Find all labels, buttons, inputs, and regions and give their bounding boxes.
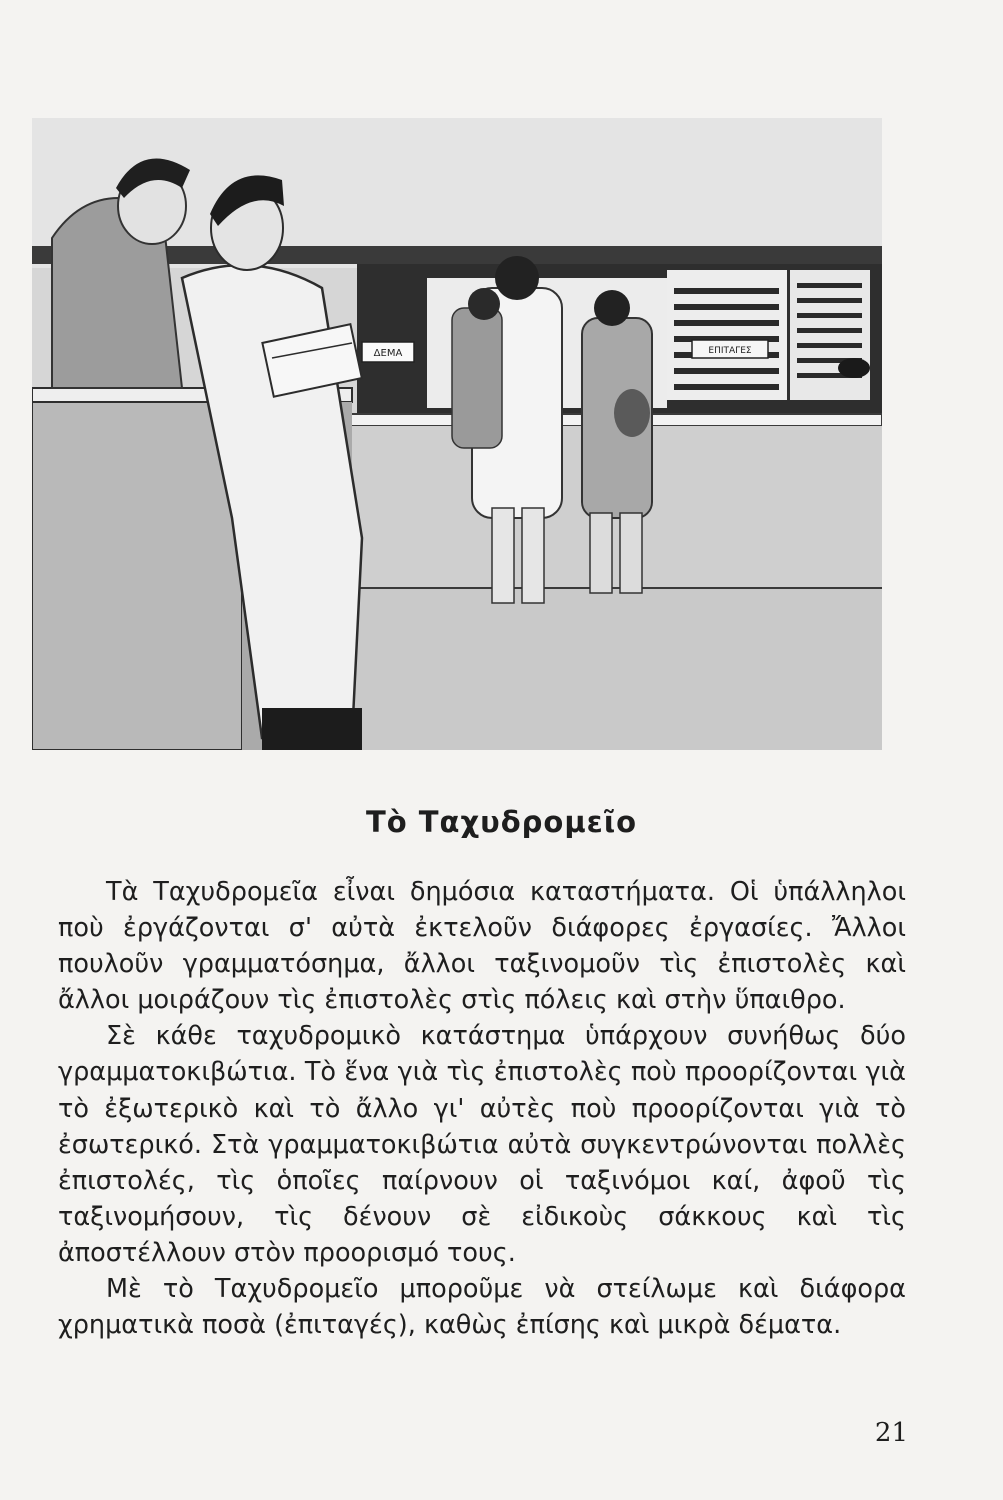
page-number: 21 — [874, 1418, 908, 1448]
page-title: Τὸ Ταχυδρομεῖο — [365, 805, 638, 839]
paragraph-2: Σὲ κάθε ταχυδρομικὸ κατάστημα ὑπάρχουν συνήθως δύο γραμματοκιβώτια. Τὸ ἕνα γιὰ τὶς ἐπιστολὲς ποὺ προορίζονται γιὰ τὸ ἐξωτερικὸ καὶ τὸ ἄλλο γι' αὐτὲς ποὺ προορίζονται γιὰ τὸ ἐσωτερικό. Στὰ γραμματοκιβώτια αὐτὰ συγκεντρώνονται πολλὲς ἐπιστολές, τὶς ὁποῖες παίρνουν οἱ ταξινόμοι καί, ἀφοῦ τὶς ταξινομήσουν, τὶς δένουν σὲ εἰδικοὺς σάκκους καὶ τὶς ἀποστέλλουν στὸν προορισμό τους. — [58, 1021, 906, 1268]
paragraph-1: Τὰ Ταχυδρομεῖα εἶναι δημόσια καταστήματα. Οἱ ὑπάλληλοι ποὺ ἐργάζονται σ' αὐτὰ ἐκτελοῦν διάφορες ἐργασίες. Ἄλλοι πουλοῦν γραμματόσημα, ἄλλοι ταξινομοῦν τὶς ἐπιστολὲς καὶ ἄλλοι μοιράζουν τὶς ἐπιστολὲς στὶς πόλεις καὶ στὴν ὕπαιθρο. — [58, 877, 906, 1016]
sign-epitages: ΕΠΙΤΑΓΕΣ — [708, 346, 752, 356]
body-text — [58, 874, 906, 1343]
sign-dema: ΔΕΜΑ — [373, 348, 403, 359]
paragraph-3: Μὲ τὸ Ταχυδρομεῖο μποροῦμε νὰ στείλωμε καὶ διάφορα χρηματικὰ ποσὰ (ἐπιταγές), καθὼς ἐπίσης καὶ μικρὰ δέματα. — [58, 1274, 906, 1341]
post-office-illustration — [32, 118, 882, 750]
